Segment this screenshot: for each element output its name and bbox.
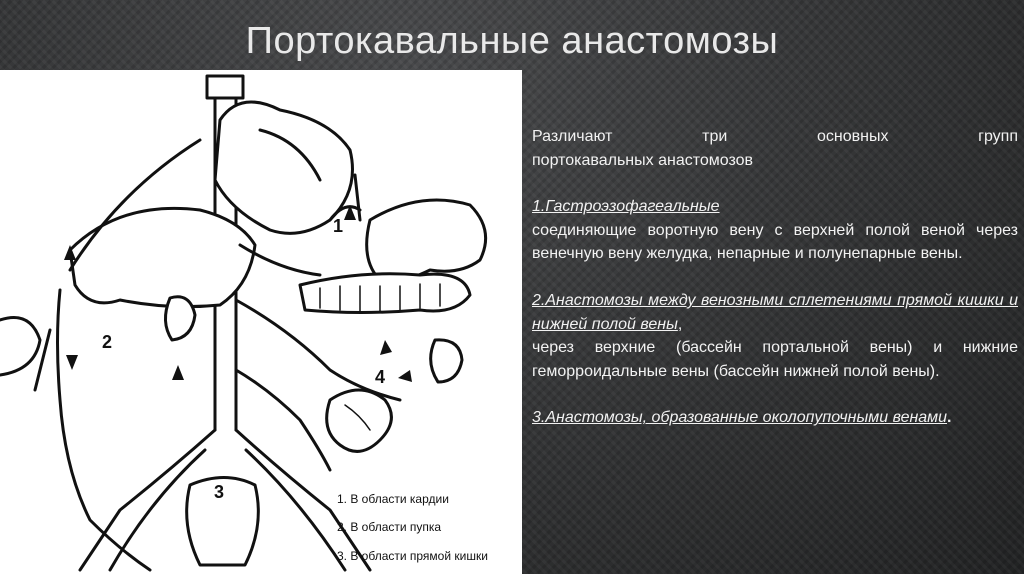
legend-item: 2. В области пупка bbox=[337, 520, 442, 535]
legend-item: 1. В области кардии bbox=[337, 492, 449, 506]
intro-line-1: Различают три основных групп bbox=[532, 128, 1018, 145]
marker-2: 2 bbox=[102, 332, 113, 352]
slide-body bbox=[532, 125, 1018, 430]
umbilicus-shape bbox=[0, 318, 40, 376]
section-3-trail: . bbox=[947, 409, 952, 427]
legend-item: 3. В области прямой кишки bbox=[337, 548, 488, 563]
kidney-left bbox=[165, 297, 195, 340]
section-3-heading: 3.Анастомозы, образованные околопупочными венами bbox=[532, 409, 948, 427]
section-1-body: соединяющие воротную вену с верхней полой веной через венечную вену желудка, непарные и полунепарные вены. bbox=[532, 221, 1018, 263]
figure-legend bbox=[337, 492, 517, 574]
marker-3: 3 bbox=[214, 482, 225, 502]
anatomy-figure bbox=[0, 70, 522, 574]
section-2-body: через верхние (бассейн портальной вены) и нижние геморроидальные вены (бассейн нижней полой вены). bbox=[532, 339, 1018, 380]
marker-1: 1 bbox=[333, 216, 344, 236]
section-2-trail: , bbox=[677, 315, 683, 333]
intestine-loops bbox=[327, 390, 392, 451]
marker-4: 4 bbox=[375, 367, 386, 387]
kidney-right bbox=[431, 340, 462, 382]
section-2-heading: 2.Анастомозы между венозными сплетениями прямой кишки и нижней полой вены bbox=[532, 291, 1018, 333]
intro-line-2: портокавальных анастомозов bbox=[532, 151, 754, 169]
slide-title: Портокавальные анастомозы bbox=[245, 20, 779, 62]
liver-shape bbox=[70, 208, 255, 306]
section-1-heading: 1.Гастроэзофагеальные bbox=[532, 198, 720, 216]
colon-shape bbox=[300, 274, 470, 313]
stomach-shape bbox=[367, 200, 486, 281]
